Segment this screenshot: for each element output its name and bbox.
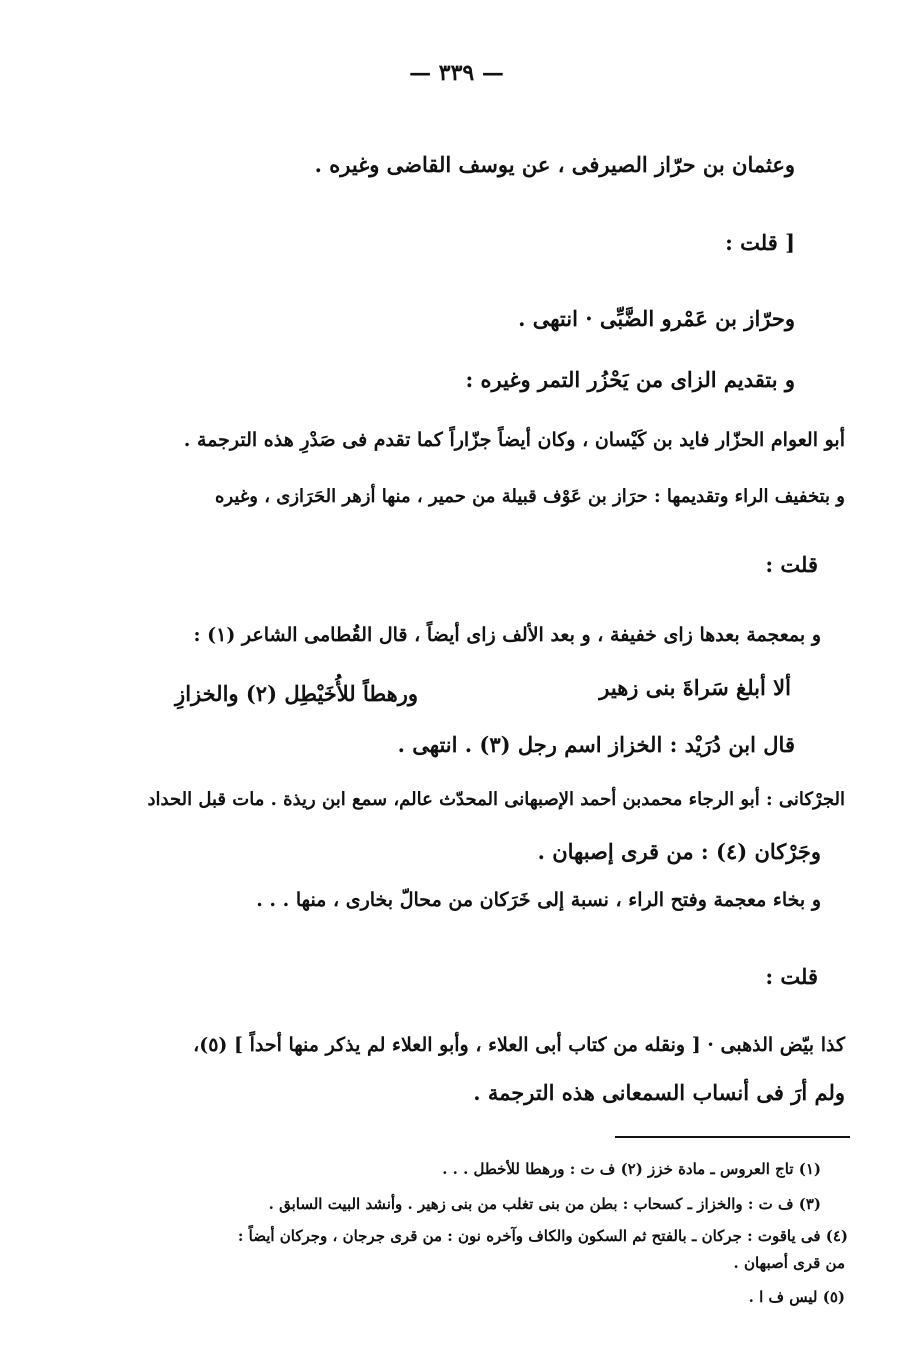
footnote: (٤) فى ياقوت : جركان ـ بالفتح ثم السكون والكاف وآخره نون : من قرى جرجان ، وجركان أيضاً : — [237, 1227, 848, 1245]
text-line: و بتخفيف الراء وتقديمها : حرَاز بن عَوْف قبيلة من حمير ، منها أزهر الحَرَازى ، وغيره — [215, 486, 845, 507]
text-line: وعثمان بن حرّاز الصيرفى ، عن يوسف القاضى وغيره . — [314, 152, 795, 177]
text-line: كذا بيّض الذهبى · [ ونقله من كتاب أبى العلاء ، وأبو العلاء لم يذكر منها أحداً ] (٥)، — [193, 1034, 845, 1056]
footnote-separator — [615, 1136, 850, 1138]
text-line: أبو العوام الحزّار فايد بن كَيْسان ، وكان أيضاً جزّاراً كما تقدم فى صَدْرِ هذه الترجمة . — [183, 429, 845, 451]
text-line: و بخاء معجمة وفتح الراء ، نسبة إلى خَرَكان من محالّ بخارى ، منها . . . — [256, 889, 821, 911]
footnote: (٥) ليس ف ا . — [748, 1288, 845, 1306]
text-line: قلت : — [765, 552, 818, 577]
verse-hemistich-1: ألا أبلغ سَراةَ بنى زهير — [599, 675, 791, 700]
text-line: و بتقديم الزاى من يَحْزُر التمر وغيره : — [465, 367, 795, 392]
text-line: قلت : — [765, 964, 818, 989]
page-number: — ٣٣٩ — — [409, 60, 504, 86]
footnote: (٣) ف ت : والخزاز ـ كسحاب : بطن من بنى تغلب من بنى زهير . وأنشد البيت السابق . — [268, 1195, 821, 1213]
footnote: (١) تاج العروس ـ مادة خزز (٢) ف ت : ورهطا للأخطل . . . — [442, 1160, 821, 1178]
text-line: و بمعجمة بعدها زاى خفيفة ، و بعد الألف زاى أيضاً ، قال القُطامى الشاعر (١) : — [193, 624, 821, 646]
text-line: الجرْكانى : أبو الرجاء محمدبن أحمد الإصبهانى المحدّث عالم، سمع ابن ريذة . مات قبل الحداد — [147, 789, 845, 810]
text-line: وجَرْكان (٤) : من قرى إصبهان . — [537, 839, 821, 864]
footnote: من قرى أصبهان . — [733, 1254, 845, 1272]
text-line: وحرّاز بن عَمْرو الضَّبِّى · انتهى . — [518, 306, 795, 331]
verse-hemistich-2: ورهطاً للأُخَيْطِل (٢) والخزازِ — [175, 681, 418, 706]
text-line: قال ابن دُرَيْد : الخزاز اسم رجل (٣) . انتهى . — [397, 732, 795, 757]
text-line: ولم أرَ فى أنساب السمعانى هذه الترجمة . — [473, 1080, 845, 1105]
text-line: [ قلت : — [725, 230, 795, 255]
